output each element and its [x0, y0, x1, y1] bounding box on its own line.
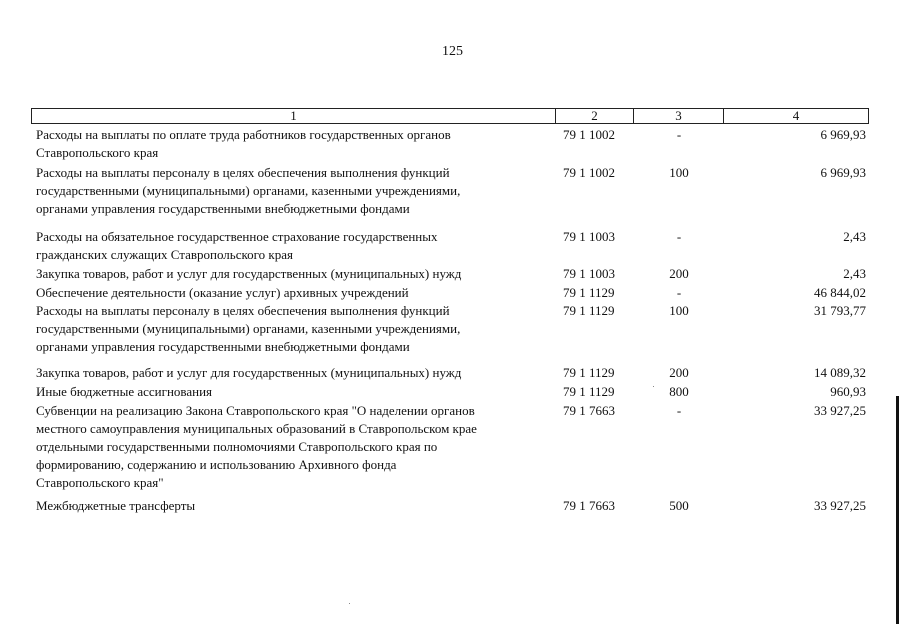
description-line: местного самоуправления муниципальных образований в Ставропольском крае — [36, 421, 477, 436]
row-code: 79 1 1002 — [563, 127, 615, 142]
row-amount: 960,93 — [830, 384, 866, 399]
row-code: 79 1 1003 — [563, 229, 615, 244]
row-type: 200 — [669, 365, 689, 380]
row-description — [36, 497, 556, 515]
row-code: 79 1 7663 — [563, 498, 615, 513]
row-description — [36, 284, 556, 302]
row-code: 79 1 7663 — [563, 403, 615, 418]
row-type: - — [676, 229, 682, 244]
page-number: 125 — [442, 44, 463, 59]
row-amount: 2,43 — [843, 266, 866, 281]
row-type: 100 — [669, 165, 689, 180]
description-line: Субвенции на реализацию Закона Ставропольского края "О наделении органов — [36, 403, 475, 418]
header-col-3: 3 — [634, 109, 724, 123]
scan-speck — [349, 603, 350, 604]
description-line: Расходы на обязательное государственное страхование государственных — [36, 229, 438, 244]
description-line: Расходы на выплаты по оплате труда работников государственных органов — [36, 127, 451, 142]
description-line: Иные бюджетные ассигнования — [36, 384, 213, 399]
description-line: органами управления государственными внебюджетными фондами — [36, 339, 410, 354]
description-line: Ставропольского края — [36, 145, 159, 160]
row-description — [36, 302, 556, 356]
row-description — [36, 228, 556, 264]
description-line: Расходы на выплаты персоналу в целях обеспечения выполнения функций — [36, 303, 450, 318]
row-code: 79 1 1002 — [563, 165, 615, 180]
row-description — [36, 383, 556, 401]
description-line: государственными (муниципальными) органами, казенными учреждениями, — [36, 183, 461, 198]
description-line: отдельными государственными полномочиями Ставропольского края по — [36, 439, 438, 454]
row-code: 79 1 1003 — [563, 266, 615, 281]
row-code: 79 1 1129 — [563, 365, 615, 380]
description-line: формированию, содержанию и использованию Архивного фонда — [36, 457, 397, 472]
description-line: Обеспечение деятельности (оказание услуг) архивных учреждений — [36, 285, 409, 300]
row-amount: 14 089,32 — [814, 365, 866, 380]
row-code: 79 1 1129 — [563, 384, 615, 399]
description-line: Закупка товаров, работ и услуг для государственных (муниципальных) нужд — [36, 266, 462, 281]
row-code: 79 1 1129 — [563, 285, 615, 300]
row-type: - — [676, 127, 682, 142]
scan-edge-rule — [896, 396, 899, 624]
description-line: Ставропольского края" — [36, 475, 164, 490]
row-amount: 33 927,25 — [814, 498, 866, 513]
row-amount: 33 927,25 — [814, 403, 866, 418]
scan-speck — [653, 386, 654, 387]
description-line: Закупка товаров, работ и услуг для государственных (муниципальных) нужд — [36, 365, 462, 380]
row-type: 500 — [669, 498, 689, 513]
table-header — [31, 108, 869, 124]
description-line: органами управления государственными внебюджетными фондами — [36, 201, 410, 216]
row-code: 79 1 1129 — [563, 303, 615, 318]
row-description — [36, 364, 556, 382]
row-description — [36, 126, 556, 162]
description-line: гражданских служащих Ставропольского края — [36, 247, 293, 262]
row-amount: 46 844,02 — [814, 285, 866, 300]
row-amount: 6 969,93 — [820, 165, 866, 180]
description-line: Расходы на выплаты персоналу в целях обеспечения выполнения функций — [36, 165, 450, 180]
row-amount: 2,43 — [843, 229, 866, 244]
row-amount: 31 793,77 — [814, 303, 866, 318]
header-col-2: 2 — [556, 109, 634, 123]
description-line: Межбюджетные трансферты — [36, 498, 196, 513]
row-type: - — [676, 285, 682, 300]
row-description — [36, 164, 556, 218]
row-type: 800 — [669, 384, 689, 399]
description-line: государственными (муниципальными) органами, казенными учреждениями, — [36, 321, 461, 336]
row-amount: 6 969,93 — [820, 127, 866, 142]
header-col-4: 4 — [792, 108, 800, 123]
row-description — [36, 402, 556, 492]
row-type: - — [676, 403, 682, 418]
row-type: 100 — [669, 303, 689, 318]
header-col-1: 1 — [32, 109, 556, 123]
row-description — [36, 265, 556, 283]
row-type: 200 — [669, 266, 689, 281]
